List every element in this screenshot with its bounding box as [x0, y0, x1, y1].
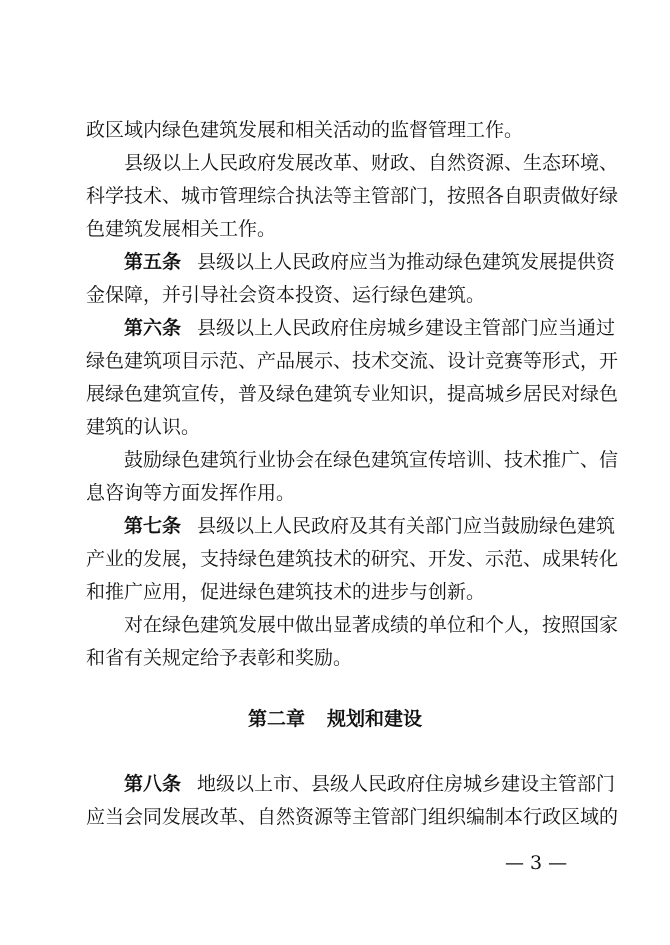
paragraph-line: [0, 480, 670, 506]
paragraph-line: [0, 414, 670, 440]
text: 对在绿色建筑发展中做出显著成绩的单位和个人，按照国家: [124, 614, 619, 636]
chapter-heading: [0, 706, 670, 732]
article-number: 第七条: [124, 515, 182, 537]
text: 科学技术、城市管理综合执法等主管部门，按照各自职责做好绿: [86, 185, 619, 207]
text: 和推广应用，促进绿色建筑技术的进步与创新。: [86, 581, 486, 603]
text: 县级以上人民政府及其有关部门应当鼓励绿色建筑: [197, 515, 616, 537]
paragraph-line: [0, 315, 670, 341]
text: 展绿色建筑宣传，普及绿色建筑专业知识，提高城乡居民对绿色: [86, 383, 619, 405]
paragraph-line: [0, 804, 670, 830]
article-number: 第八条: [124, 773, 182, 795]
paragraph-line: [0, 513, 670, 539]
paragraph-line: [0, 348, 670, 374]
paragraph-line: [0, 216, 670, 242]
paragraph-line: [0, 546, 670, 572]
text: 息咨询等方面发挥作用。: [86, 482, 296, 504]
text: 绿色建筑项目示范、产品展示、技术交流、设计竞赛等形式，开: [86, 350, 619, 372]
chapter-title: 规划和建设: [327, 708, 423, 730]
paragraph-line: [0, 579, 670, 605]
article-number: 第五条: [124, 251, 182, 273]
paragraph-line: [0, 381, 670, 407]
text: 建筑的认识。: [86, 416, 201, 438]
text: 产业的发展，支持绿色建筑技术的研究、开发、示范、成果转化: [86, 548, 619, 570]
paragraph-line: [0, 612, 670, 638]
paragraph-line: [0, 771, 670, 797]
text: 应当会同发展改革、自然资源等主管部门组织编制本行政区域的: [86, 806, 619, 828]
text: 县级以上人民政府发展改革、财政、自然资源、生态环境、: [124, 152, 619, 174]
text: 县级以上人民政府住房城乡建设主管部门应当通过: [197, 317, 616, 339]
text: 和省有关规定给予表彰和奖励。: [86, 647, 353, 669]
text: 色建筑发展相关工作。: [86, 218, 277, 240]
text: 政区域内绿色建筑发展和相关活动的监督管理工作。: [86, 119, 524, 141]
page-number: — 3 —: [505, 852, 568, 874]
paragraph-line: [0, 117, 670, 143]
paragraph-line: [0, 183, 670, 209]
paragraph-line: [0, 447, 670, 473]
text: 县级以上人民政府应当为推动绿色建筑发展提供资: [197, 251, 616, 273]
paragraph-line: [0, 645, 670, 671]
text: 地级以上市、县级人民政府住房城乡建设主管部门: [197, 773, 616, 795]
article-number: 第六条: [124, 317, 182, 339]
text: 鼓励绿色建筑行业协会在绿色建筑宣传培训、技术推广、信: [124, 449, 619, 471]
chapter-number: 第二章: [247, 708, 305, 730]
text: 金保障，并引导社会资本投资、运行绿色建筑。: [86, 284, 486, 306]
paragraph-line: [0, 150, 670, 176]
paragraph-line: [0, 249, 670, 275]
paragraph-line: [0, 282, 670, 308]
